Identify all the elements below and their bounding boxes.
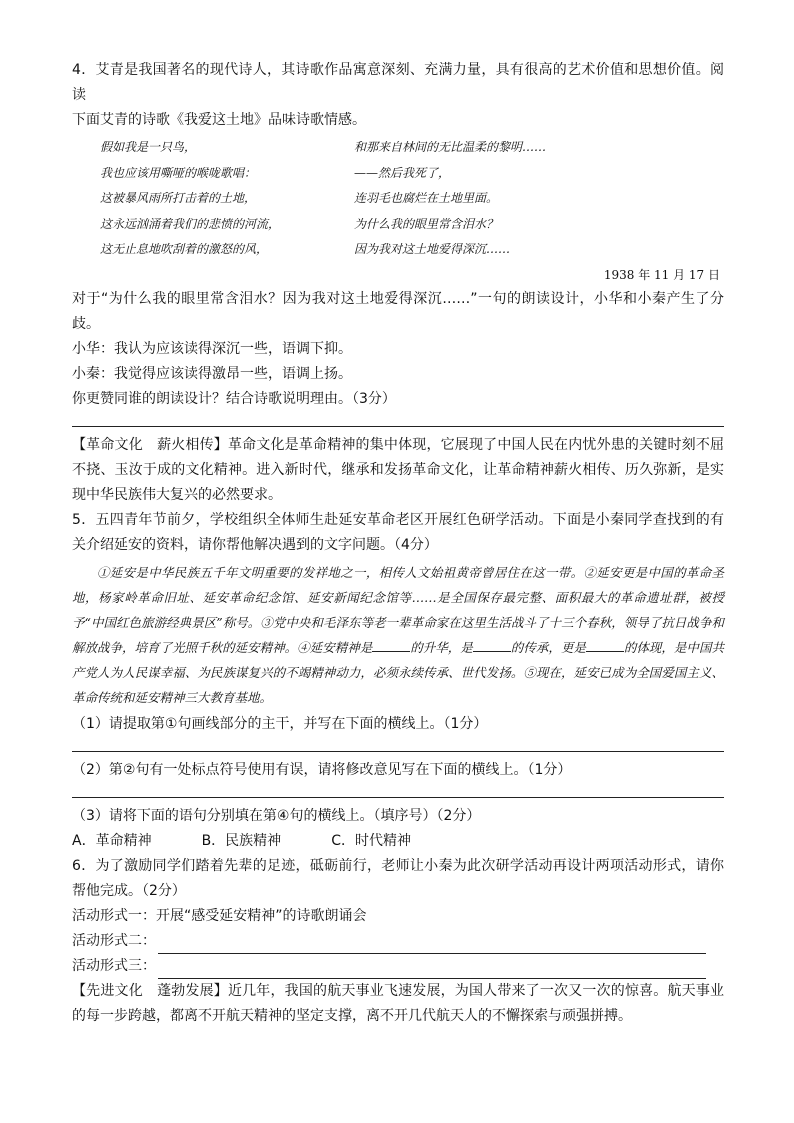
poem-line: 为什么我的眼里常含泪水？ (354, 216, 499, 231)
q4-intro-line1: 4．艾青是我国著名的现代诗人，其诗歌作品寓意深刻、充满力量，具有很高的艺术价值和思想价值。阅读 (72, 62, 724, 103)
xiaoqin-opinion: 小秦：我觉得应该读得激昂一些，语调上扬。 (72, 365, 352, 382)
activity-form-2-input[interactable] (158, 935, 706, 954)
activity-form-3 (72, 954, 724, 979)
q4-prompt: 你更赞同谁的朗读设计？结合诗歌说明理由。（3分） (72, 390, 396, 407)
poem-line: 这被暴风雨所打击着的土地， (100, 191, 257, 205)
exam-page (72, 58, 724, 1029)
q5-sub2-answer-line[interactable] (72, 783, 724, 798)
poem-line: 这无止息地吹刮着的激怒的风， (100, 242, 269, 256)
poem-line: 我也应该用嘶哑的喉咙歌唱： (100, 165, 257, 180)
q5-sub3: （3）请将下面的语句分别填在第④句的横线上。（填序号）（2分） (72, 807, 481, 824)
poem-line: ——然后我死了， (354, 165, 451, 180)
blank-1[interactable] (372, 639, 410, 652)
q5-sub1: （1）请提取第①句画线部分的主干，并写在下面的横线上。（1分） (72, 715, 488, 732)
poem-line: 因为我对这土地爱得深沉…… (354, 242, 511, 256)
red-culture-section: 【革命文化 薪火相传】革命文化是革命精神的集中体现，它展现了中国人民在内忧外患的关键时刻不屈不挠、玉汝于成的文化精神。进入新时代，继承和发扬革命文化，让革命精神薪火相传、历久弥新，是实现中华民族伟大复兴的必然要求。 (72, 436, 724, 503)
poem (100, 135, 724, 263)
q4-question: 对于“为什么我的眼里常含泪水？因为我对这土地爱得深沉……”一句的朗读设计，小华和小秦产生了分歧。 (72, 290, 724, 332)
option-b: B．民族精神 (201, 832, 282, 849)
activity-form-3-label: 活动形式三： (72, 957, 156, 974)
q5-sub2: （2）第②句有一处标点符号使用有误，请将修改意见写在下面的横线上。（1分） (72, 761, 572, 778)
q4-intro-line2: 下面艾青的诗歌《我爱这土地》品味诗歌情感。 (72, 112, 366, 128)
passage-text: 的传承，更是 (510, 639, 586, 655)
q6-intro: 6．为了激励同学们踏着先辈的足迹，砥砺前行，老师让小秦为此次研学活动再设计两项活动形式，请你帮他完成。（2分） (72, 857, 724, 899)
advanced-culture-section: 【先进文化 蓬勃发展】近几年，我国的航天事业飞速发展，为国人带来了一次又一次的惊喜。航天事业的每一步跨越，都离不开航天精神的坚定支撑，离不开几代航天人的不懈探索与顽强拼搏。 (72, 982, 724, 1024)
poem-line: 和那来自林间的无比温柔的黎明…… (354, 140, 547, 154)
xiaohua-opinion: 小华：我认为应该读得深沉一些，语调下抑。 (72, 340, 352, 357)
q4-answer-line[interactable] (72, 412, 724, 427)
option-c: C．时代精神 (331, 832, 411, 849)
option-a: A．革命精神 (72, 832, 152, 849)
passage-text: 的升华，是 (410, 639, 473, 655)
activity-form-2-label: 活动形式二： (72, 932, 156, 949)
activity-form-2 (72, 929, 724, 954)
poem-date: 1938 年 11 月 17 日 (603, 267, 720, 282)
poem-line: 这永远汹涌着我们的悲愤的河流， (100, 216, 281, 231)
blank-3[interactable] (586, 639, 624, 652)
q5-options (72, 829, 724, 854)
yanan-passage (72, 560, 724, 710)
q5-sub1-answer-line[interactable] (72, 737, 724, 752)
activity-form-1: 活动形式一：开展“感受延安精神”的诗歌朗诵会 (72, 907, 367, 924)
q5-intro: 5．五四青年节前夕，学校组织全体师生赴延安革命老区开展红色研学活动。下面是小秦同学查找到的有关介绍延安的资料，请你帮他解决遇到的文字问题。（4分） (72, 511, 724, 553)
passage-text: 的体现，是中国共产党人为人民谋幸福、为民族谋复兴的不竭精神动力，必须永续传承、世代发扬。⑤现在，延安已成为全国爱国主义、革命传统和延安精神三大教育基地。 (72, 639, 724, 705)
passage-text: ①延安是中华民族五千年文明重要的发祥地之一，相传人文始祖黄帝曾居住在这一带。②延安更是中国的革命圣地，杨家岭革命旧址、延安革命纪念馆、延安新闻纪念馆等……是全国保存最完整、面积最大的革命遗址群，被授予“中国红色旅游经典景区”称号。③党中央和毛泽东等老一辈革命家在这里生活战斗了十三个春秋，领导了抗日战争和解放战争，培育了光照千秋的延安精神。④延安精神是 (72, 564, 724, 655)
blank-2[interactable] (473, 639, 511, 652)
activity-form-3-input[interactable] (158, 960, 706, 979)
poem-line: 假如我是一只鸟， (100, 140, 197, 154)
poem-line: 连羽毛也腐烂在土地里面。 (354, 191, 499, 205)
